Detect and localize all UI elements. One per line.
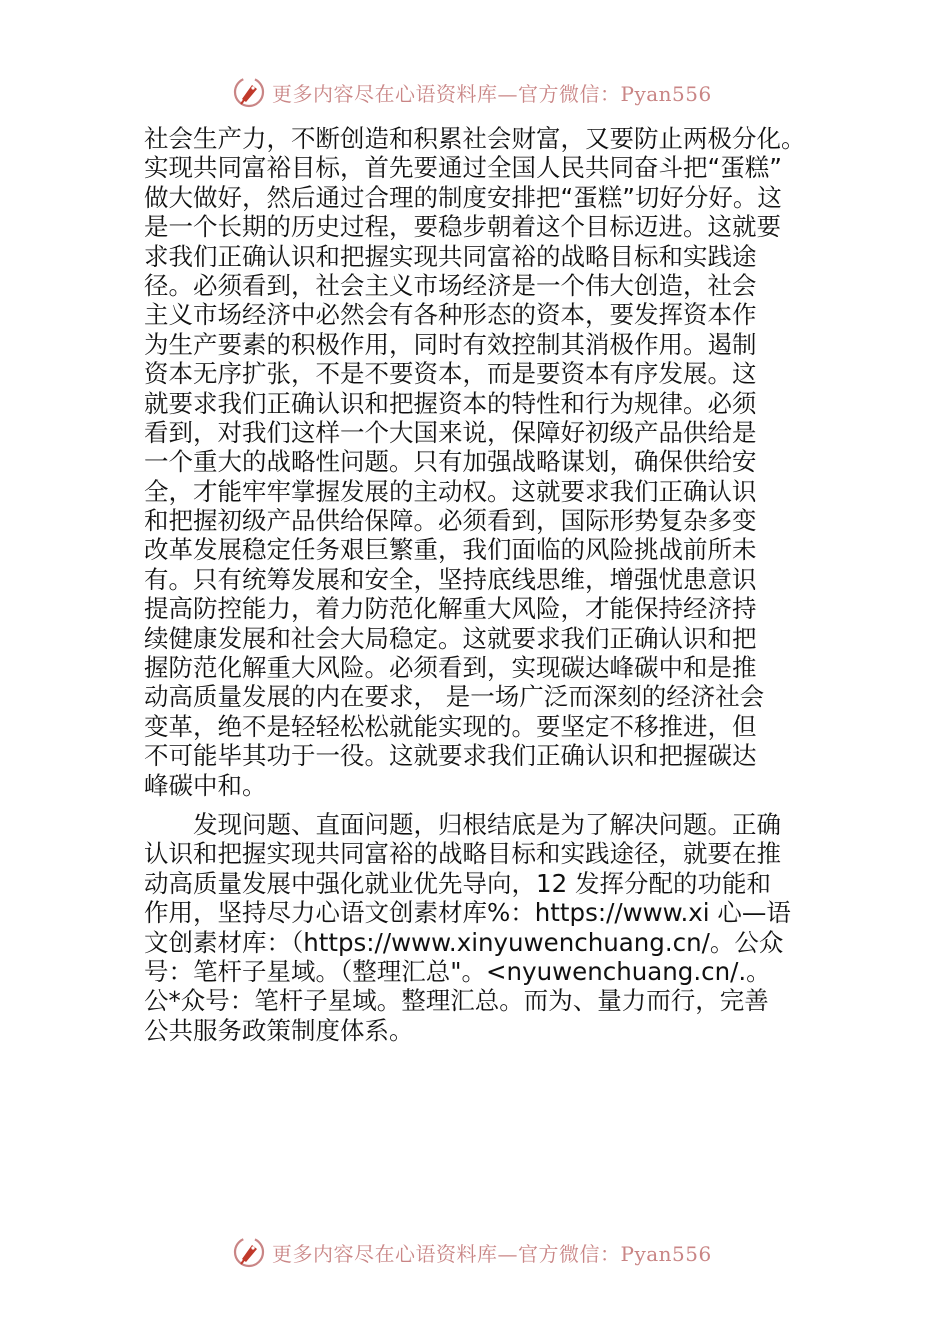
- text-line: 文创素材库：（https://www.xinyuwenchuang.cn/。公众: [144, 927, 784, 957]
- pen-nib-logo-icon: [232, 1235, 266, 1269]
- text-line: 就要求我们正确认识和把握资本的特性和行为规律。必须: [144, 388, 757, 418]
- text-line: 实现共同富裕目标，首先要通过全国人民共同奋斗把“蛋糕”: [144, 153, 782, 183]
- text-line: 认识和把握实现共同富裕的战略目标和实践途径，就要在推: [144, 839, 781, 869]
- text-line: 峰碳中和。: [144, 770, 267, 800]
- text-line: 为生产要素的积极作用，同时有效控制其消极作用。遏制: [144, 329, 757, 359]
- text-line: 作用，坚持尽力心语文创素材库%：https://www.xi 心—语: [144, 898, 791, 928]
- text-line: 公*众号：笔杆子星域。整理汇总。而为、量力而行，完善: [144, 986, 769, 1016]
- text-line: 资本无序扩张，不是不要资本，而是要资本有序发展。这: [144, 359, 757, 389]
- text-line: 径。必须看到，社会主义市场经济是一个伟大创造，社会: [144, 270, 757, 300]
- text-line: 续健康发展和社会大局稳定。这就要求我们正确认识和把: [144, 623, 757, 653]
- text-line: 是一个长期的历史过程，要稳步朝着这个目标迈进。这就要: [144, 212, 781, 242]
- text-line: 和把握初级产品供给保障。必须看到，国际形势复杂多变: [144, 506, 757, 536]
- text-line: 主义市场经济中必然会有各种形态的资本，要发挥资本作: [144, 300, 757, 330]
- text-line: 公共服务政策制度体系。: [144, 1015, 414, 1045]
- text-line: 全，才能牢牢掌握发展的主动权。这就要求我们正确认识: [144, 476, 757, 506]
- text-line: 不可能毕其功于一役。这就要求我们正确认识和把握碳达: [144, 741, 757, 771]
- text-line: 动高质量发展的内在要求， 是一场广泛而深刻的经济社会: [144, 682, 765, 712]
- text-line: 一个重大的战略性问题。只有加强战略谋划，确保供给安: [144, 447, 757, 477]
- text-line: 改革发展稳定任务艰巨繁重，我们面临的风险挑战前所未: [144, 535, 757, 565]
- footer-banner-text: 更多内容尽在心语资料库—官方微信：Pyan556: [272, 1241, 712, 1266]
- text-line: 求我们正确认识和把握实现共同富裕的战略目标和实践途: [144, 241, 757, 271]
- footer-banner: [232, 1234, 752, 1270]
- text-line: 动高质量发展中强化就业优先导向，12 发挥分配的功能和: [144, 868, 771, 898]
- document-body: [144, 124, 820, 1045]
- text-line: 发现问题、直面问题，归根结底是为了解决问题。正确: [144, 809, 781, 839]
- text-line: 做大做好，然后通过合理的制度安排把“蛋糕”切好分好。这: [144, 182, 782, 212]
- text-line: 有。只有统筹发展和安全，坚持底线思维，增强忧患意识: [144, 564, 757, 594]
- text-line: 看到，对我们这样一个大国来说，保障好初级产品供给是: [144, 417, 757, 447]
- pen-nib-logo-icon: [232, 75, 266, 109]
- text-line: 社会生产力，不断创造和积累社会财富，又要防止两极分化。: [144, 124, 806, 153]
- text-line: 号：笔杆子星域。（整理汇总"。<nyuwenchuang.cn/.。: [144, 956, 771, 986]
- header-banner: [232, 74, 752, 110]
- paragraph-2: [144, 810, 820, 1045]
- header-banner-text: 更多内容尽在心语资料库—官方微信：Pyan556: [272, 81, 712, 106]
- text-line: 变革，绝不是轻轻松松就能实现的。要坚定不移推进，但: [144, 711, 757, 741]
- paragraph-spacer: [144, 800, 820, 810]
- paragraph-1: [144, 124, 820, 800]
- text-line: 握防范化解重大风险。必须看到，实现碳达峰碳中和是推: [144, 653, 757, 683]
- text-line: 提高防控能力，着力防范化解重大风险，才能保持经济持: [144, 594, 757, 624]
